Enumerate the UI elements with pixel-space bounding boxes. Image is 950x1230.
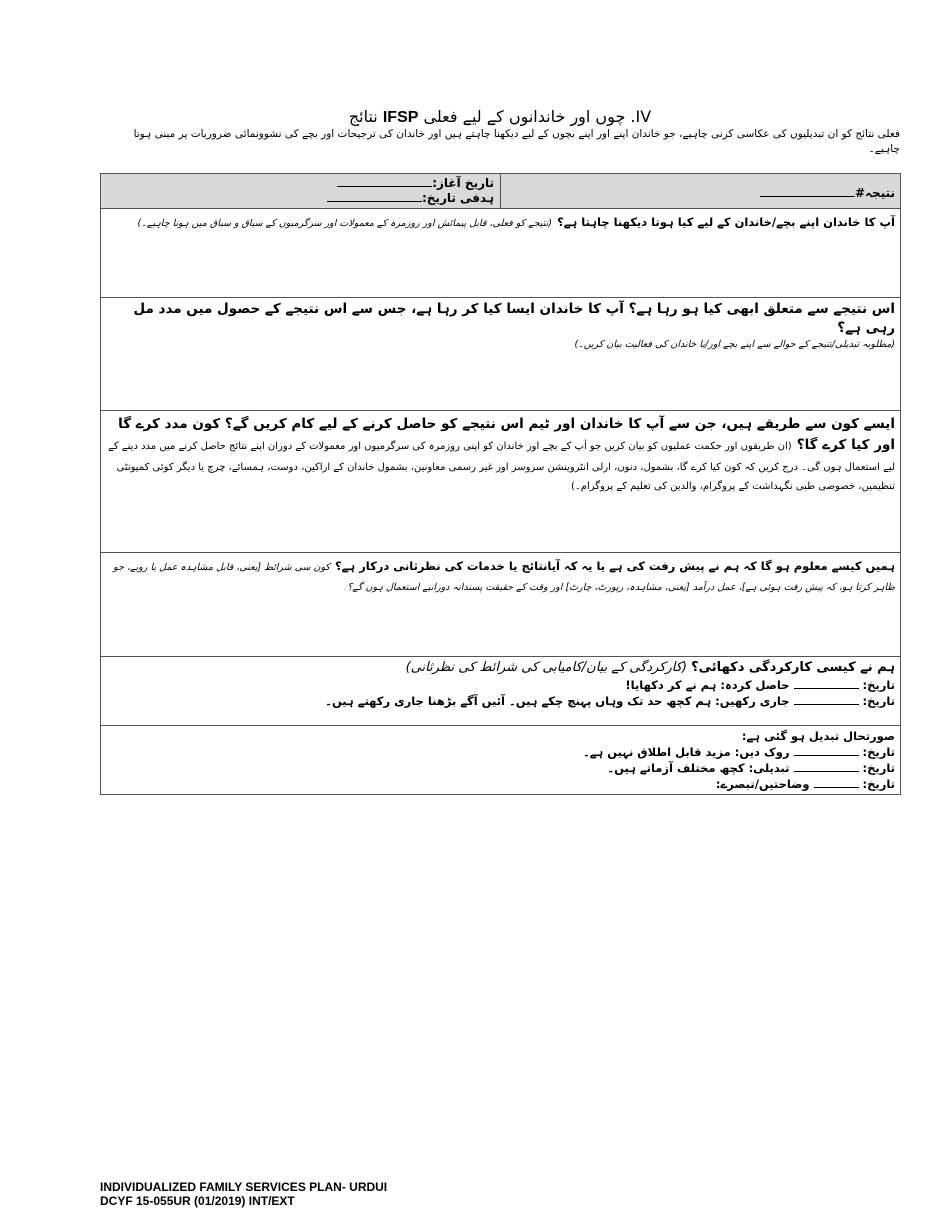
comments-date-field[interactable] [814, 777, 859, 788]
performance-note: (کارکردگی کے بیان/کامیابی کی شرائط کی نظرثانی) [405, 660, 687, 675]
outcome-number-cell [501, 174, 901, 209]
table-row [101, 657, 901, 726]
question-text: آپ کا خاندان اپنے بچے/خاندان کے لیے کیا ہوتا دیکھنا چاہتا ہے؟ [557, 215, 895, 229]
strategies-cell[interactable] [101, 411, 901, 553]
situation-line-change: تاریخ: تبدیلی: کچھ مختلف آزماتے ہیں۔ [607, 761, 895, 775]
table-row [101, 411, 901, 553]
outcome-table [100, 173, 901, 795]
table-header-row [101, 174, 901, 209]
question-text: ہمیں کیسے معلوم ہو گا کہ ہم نے پیش رفت کی ہے یا یہ کہ آیانتائج یا خدمات کی نظرثانی درکار ہے؟ [335, 559, 895, 573]
situation-line-comments: تاریخ: وضاحتیں/تبصرے: [715, 777, 895, 791]
title-pre: چوں اور خاندانوں کے لیے فعلی [423, 107, 626, 126]
current-status-cell[interactable] [101, 298, 901, 411]
form-footer [100, 1180, 387, 1208]
section-number: IV. [625, 107, 652, 126]
question-note: (نتیجے کو فعلی، قابل پیمائش اور روزمرہ کے معمولات اور سرگرمیوں کے سیاق و سباق میں ہونا چاہیے۔) [137, 218, 552, 229]
question-note: کون سی شرائط [یعنی، قابل مشاہدہ عمل یا رویے، جو ظاہر کرتا ہو، کہ پیش رفت ہوئی ہے]، عمل درآمد [یعنی، مشاہدہ، رپورٹ، چارٹ] اور وقت کے حقیقت پسندانہ دورانیے استعمال ہوں گے؟ [113, 562, 895, 593]
situation-line-discontinue: تاریخ: روک دیں: مزید قابل اطلاق نہیں ہے۔ [582, 745, 895, 759]
progress-measure-cell[interactable] [101, 553, 901, 657]
question-note: (مطلوبہ تبدیلی/نتیجے کے حوالے سے اپنے بچے اور/یا خاندان کی فعالیت بیان کریں۔) [574, 339, 895, 350]
table-row [101, 209, 901, 298]
question-text: ایسے کون سے طریقے ہیں، جن سے آپ کا خاندان اور ٹیم اس نتیجے کو حاصل کرنے کے لیے کام کریں گے؟ کون مدد کرے گا اور کیا کرے گا؟ [118, 416, 895, 453]
discontinue-date-field[interactable] [794, 745, 859, 756]
dates-cell [101, 174, 501, 209]
continue-date-field[interactable] [794, 694, 859, 705]
situation-cell [101, 726, 901, 795]
start-date-field[interactable] [337, 176, 432, 187]
performance-question: ہم نے کیسی کارکردگی دکھائی؟ [691, 660, 895, 675]
target-date-field[interactable] [327, 191, 422, 202]
achieved-date-field[interactable] [794, 678, 859, 689]
intro-text: فعلی نتائج کو ان تبدیلیوں کی عکاسی کرنی چاہیے، جو خاندان اپنے اور اپنے بچوں کے لیے دیکھنا چاہتے ہیں اور خاندان کی ترجیحات اور بچے کی نشوونمائی ضروریات پر مبنی ہونا چاہیے۔ [133, 128, 900, 155]
question-note: (ان طریقوں اور حکمت عملیوں کو بیان کریں جو آپ کے بچے اور خاندان کو اپنی روزمرہ کی سرگرمیوں اور معمولات کے دوران اپنے نتائج حاصل کرنے میں مدد دینے کے لیے استعمال ہوں گی۔ درج کریں کہ کون کیا کرے گا، بشمول، دنوں، ارلی انٹروینشن سروسز اور غیر رسمی معاونین، بشمول خاندان کے اراکین، دوست، ہمسائے، چرچ یا دیگر کوئی کمیونٹی تنظیمیں، خصوصی طبی نگہداشت کے پروگرام، والدین کی تعلیم کے پروگرام۔) [107, 441, 895, 492]
performance-line-continue: تاریخ: جاری رکھیں: ہم کچھ حد تک وہاں پہنچ چکے ہیں۔ آئیں آگے بڑھنا جاری رکھتے ہیں۔ [325, 694, 895, 708]
outcome-number-label: نتیجہ# [854, 185, 895, 200]
table-row [101, 726, 901, 795]
form-title: INDIVIDUALIZED FAMILY SERVICES PLAN- URDUI [100, 1180, 388, 1194]
performance-cell [101, 657, 901, 726]
family-goal-cell[interactable] [101, 209, 901, 298]
situation-heading: صورتحال تبدیل ہو گئی ہے: [741, 729, 895, 743]
change-date-field[interactable] [794, 761, 859, 772]
performance-line-achieved: تاریخ: حاصل کردہ: ہم نے کر دکھایا! [625, 678, 895, 692]
target-date-label: ہدفی تاریخ: [421, 191, 494, 205]
question-text: اس نتیجے سے متعلق ابھی کیا ہو رہا ہے؟ آپ کا خاندان ایسا کیا کر رہا ہے، جس سے اس نتیجے کے حصول میں مدد مل رہی ہے؟ [133, 301, 895, 336]
outcome-number-field[interactable] [760, 186, 855, 197]
start-date-label: تاریخ آغاز: [432, 176, 494, 190]
form-number: DCYF 15-055UR (01/2019) INT/EXT [100, 1194, 295, 1208]
title-post: نتائج [348, 107, 378, 126]
page-title [100, 106, 900, 129]
table-row [101, 298, 901, 411]
title-ifsp: IFSP [382, 109, 419, 126]
table-row [101, 553, 901, 657]
